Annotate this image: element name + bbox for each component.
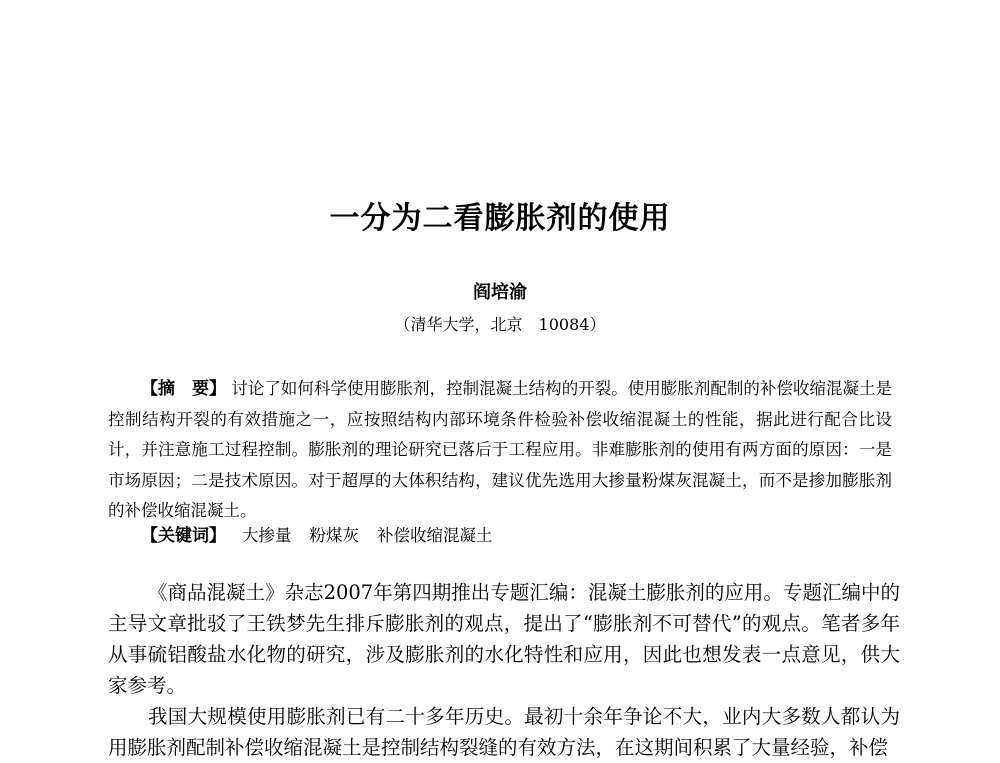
body-paragraph: 我国大规模使用膨胀剂已有二十多年历史。最初十余年争论不大，业内大多数人都认为用膨胀剂配制补偿收缩混凝土是控制结构裂缝的有效方法，在这期间积累了大量经验，补偿 [108, 705, 900, 759]
keywords-label: 【关键词】 [141, 526, 226, 546]
body-text [108, 577, 900, 763]
keyword-item: 粉煤灰 [309, 526, 359, 545]
abstract-text: 讨论了如何科学使用膨胀剂，控制混凝土结构的开裂。使用膨胀剂配制的补偿收缩混凝土是控制结构开裂的有效措施之一，应按照结构内部环境条件检验补偿收缩混凝土的性能，据此进行配合比设计，并注意施工过程控制。膨胀剂的理论研究已落后于工程应用。非难膨胀剂的使用有两方面的原因：一是市场原因；二是技术原因。对于超厚的大体积结构，建议优先选用大掺量粉煤灰混凝土，而不是掺加膨胀剂的补偿收缩混凝土。 [108, 379, 893, 520]
author-affiliation: （清华大学，北京 10084） [394, 315, 606, 334]
keywords [141, 521, 891, 551]
paper-title: 一分为二看膨胀剂的使用 [329, 201, 671, 236]
abstract-label: 【摘 要】 [141, 379, 227, 399]
keyword-item: 补偿收缩混凝土 [377, 526, 493, 545]
author-name: 阎培渝 [473, 282, 527, 303]
body-paragraph: 《商品混凝土》杂志2007年第四期推出专题汇编：混凝土膨胀剂的应用。专题汇编中的主导文章批驳了王铁梦先生排斥膨胀剂的观点，提出了“膨胀剂不可替代”的观点。笔者多年从事硫铝酸盐水化物的研究，涉及膨胀剂的水化特性和应用，因此也想发表一点意见，供大家参考。 [108, 581, 900, 697]
keyword-item: 大掺量 [242, 526, 292, 545]
abstract [108, 374, 892, 527]
